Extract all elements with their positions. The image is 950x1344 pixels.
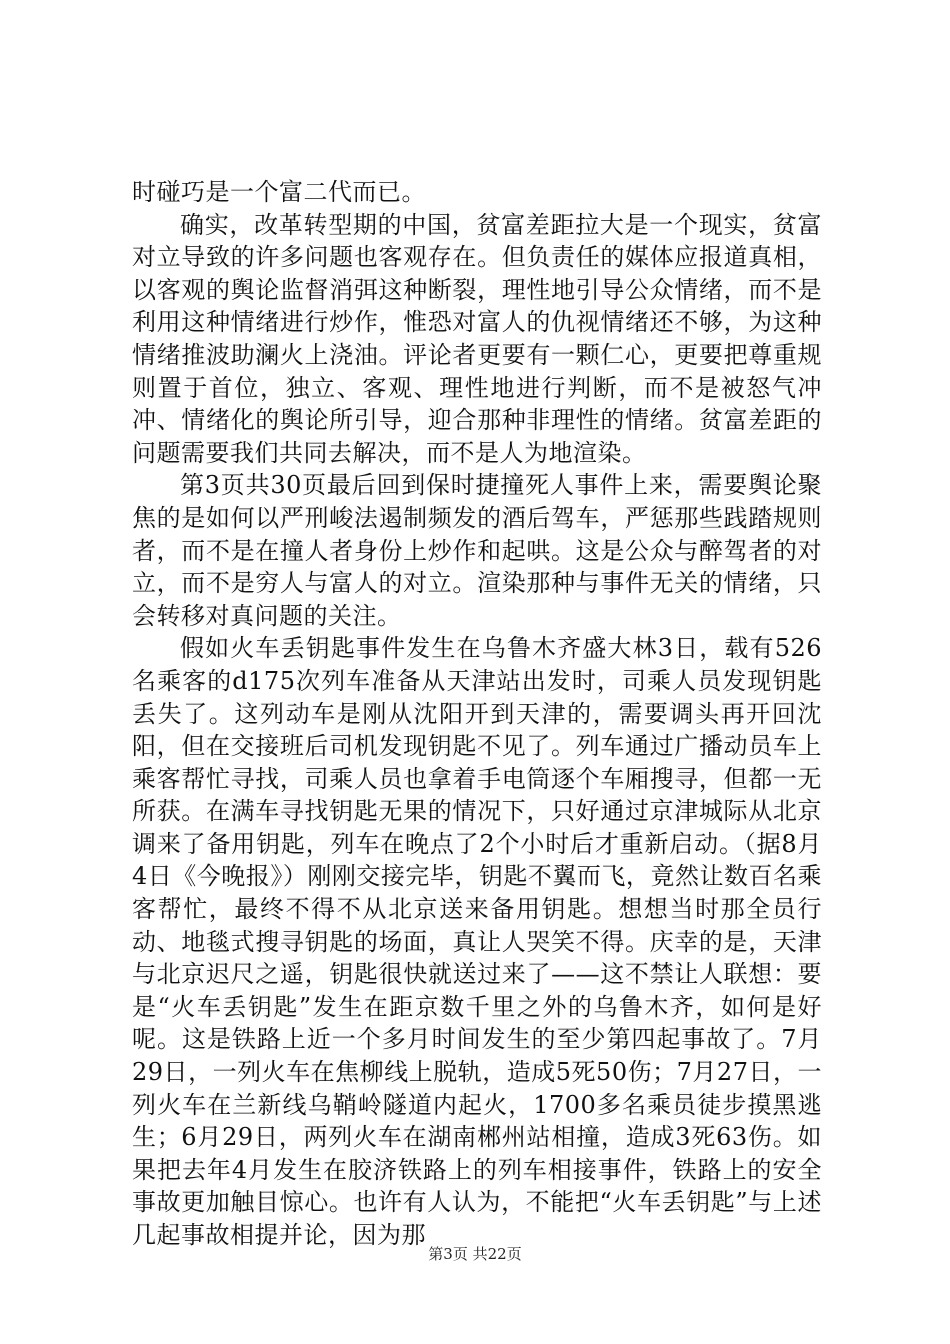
paragraph-2: 确实，改革转型期的中国，贫富差距拉大是一个现实，贫富对立导致的许多问题也客观存在。但负责任的媒体应报道真相，以客观的舆论监督消弭这种断裂，理性地引导公众情绪，而不是利用这种情绪进行炒作，惟恐对富人的仇视情绪还不够，为这种情绪推波助澜火上浇油。评论者更要有一颗仁心，更要把尊重规则置于首位，独立、客观、理性地进行判断，而不是被怒气冲冲、情绪化的舆论所引导，迎合那种非理性的情绪。贫富差距的问题需要我们共同去解决，而不是人为地渲染。 bbox=[132, 210, 822, 467]
paragraph-4: 假如火车丢钥匙事件发生在乌鲁木齐盛大林3日，载有526名乘客的d175次列车准备从天津站出发时，司乘人员发现钥匙丢失了。这列动车是刚从沈阳开到天津的，需要调头再开回沈阳，但在交接班后司机发现钥匙不见了。列车通过广播动员车上乘客帮忙寻找，司乘人员也拿着手电筒逐个车厢搜寻，但都一无所获。在满车寻找钥匙无果的情况下，只好通过京津城际从北京调来了备用钥匙，列车在晚点了2个小时后才重新启动。（据8月4日《今晚报》）刚刚交接完毕，钥匙不翼而飞，竟然让数百名乘客帮忙，最终不得不从北京送来备用钥匙。想想当时那全员行动、地毯式搜寻钥匙的场面，真让人哭笑不得。庆幸的是，天津与北京迟尺之遥，钥匙很快就送过来了——这不禁让人联想：要是“火车丢钥匙”发生在距京数千里之外的乌鲁木齐，如何是好呢。这是铁路上近一个多月时间发生的至少第四起事故了。7月29日，一列火车在焦柳线上脱轨，造成5死50伤；7月27日，一列火车在兰新线乌鞘岭隧道内起火，1700多名乘员徒步摸黑逃生；6月29日，两列火车在湖南郴州站相撞，造成3死63伤。如果把去年4月发生在胶济铁路上的列车相接事件，铁路上的安全事故更加触目惊心。也许有人认为，不能把“火车丢钥匙”与上述几起事故相提并论，因为那 bbox=[132, 634, 822, 1249]
document-body bbox=[132, 176, 822, 1252]
page-footer: 第3页 共22页 bbox=[428, 1245, 522, 1263]
paragraph-1: 时碰巧是一个富二代而已。 bbox=[132, 178, 426, 206]
paragraph-3: 第3页共30页最后回到保时捷撞死人事件上来，需要舆论聚焦的是如何以严刑峻法遏制频发的酒后驾车，严惩那些践踏规则者，而不是在撞人者身份上炒作和起哄。这是公众与醉驾者的对立，而不是穷人与富人的对立。渲染那种与事件无关的情绪，只会转移对真问题的关注。 bbox=[132, 471, 822, 630]
